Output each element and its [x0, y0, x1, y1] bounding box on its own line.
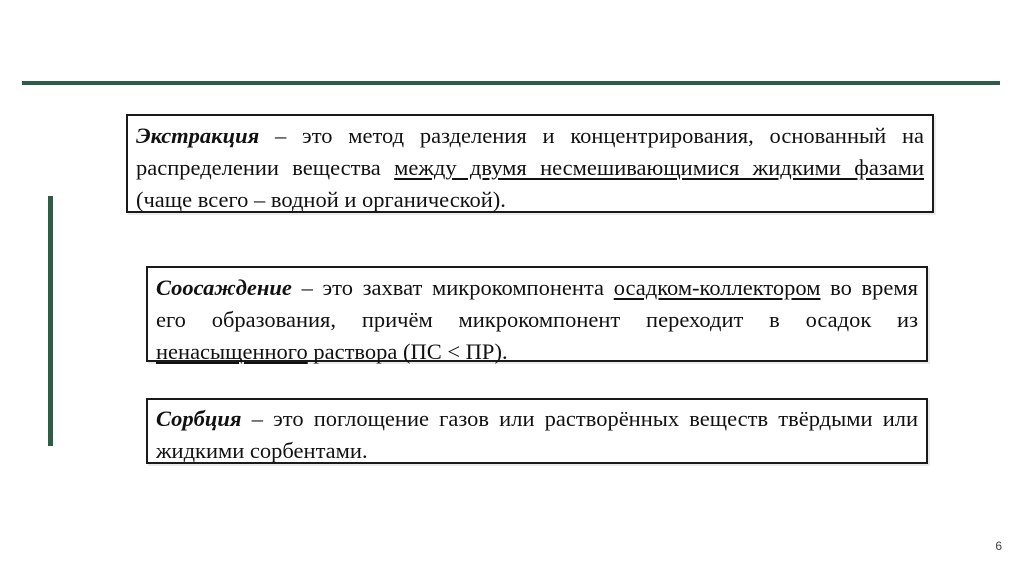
- definition-text: – это метод разделения и концентрирования, основанный на распределении вещества: [136, 123, 924, 180]
- definition-text: во время его образования, причём микрокомпонент переходит в осадок из: [156, 275, 918, 332]
- term-sorption: Сорбция: [156, 406, 242, 431]
- definition-text: – это захват микрокомпонента: [291, 275, 614, 300]
- definition-text: – это поглощение газов или растворённых веществ твёрдыми или жидкими сорбентами.: [156, 406, 918, 463]
- definition-box-extraction: [126, 114, 934, 213]
- definition-text: (чаще всего – водной и органической).: [136, 187, 506, 212]
- underlined-phrase: осадком-коллектором: [613, 275, 821, 300]
- term-extraction: Экстракция: [136, 123, 260, 148]
- page-number: 6: [995, 539, 1002, 553]
- underlined-phrase: ненасыщенного: [156, 339, 308, 364]
- left-accent-bar: [48, 196, 53, 446]
- definition-box-coprecipitation: [146, 266, 928, 362]
- header-divider-line: [22, 81, 1000, 85]
- definition-box-sorption: [146, 398, 928, 464]
- term-coprecipitation: Соосаждение: [156, 275, 292, 300]
- underlined-phrase: между двумя несмешивающимися жидкими фазами: [394, 155, 924, 180]
- definition-text: раствора (ПС < ПР).: [307, 339, 508, 364]
